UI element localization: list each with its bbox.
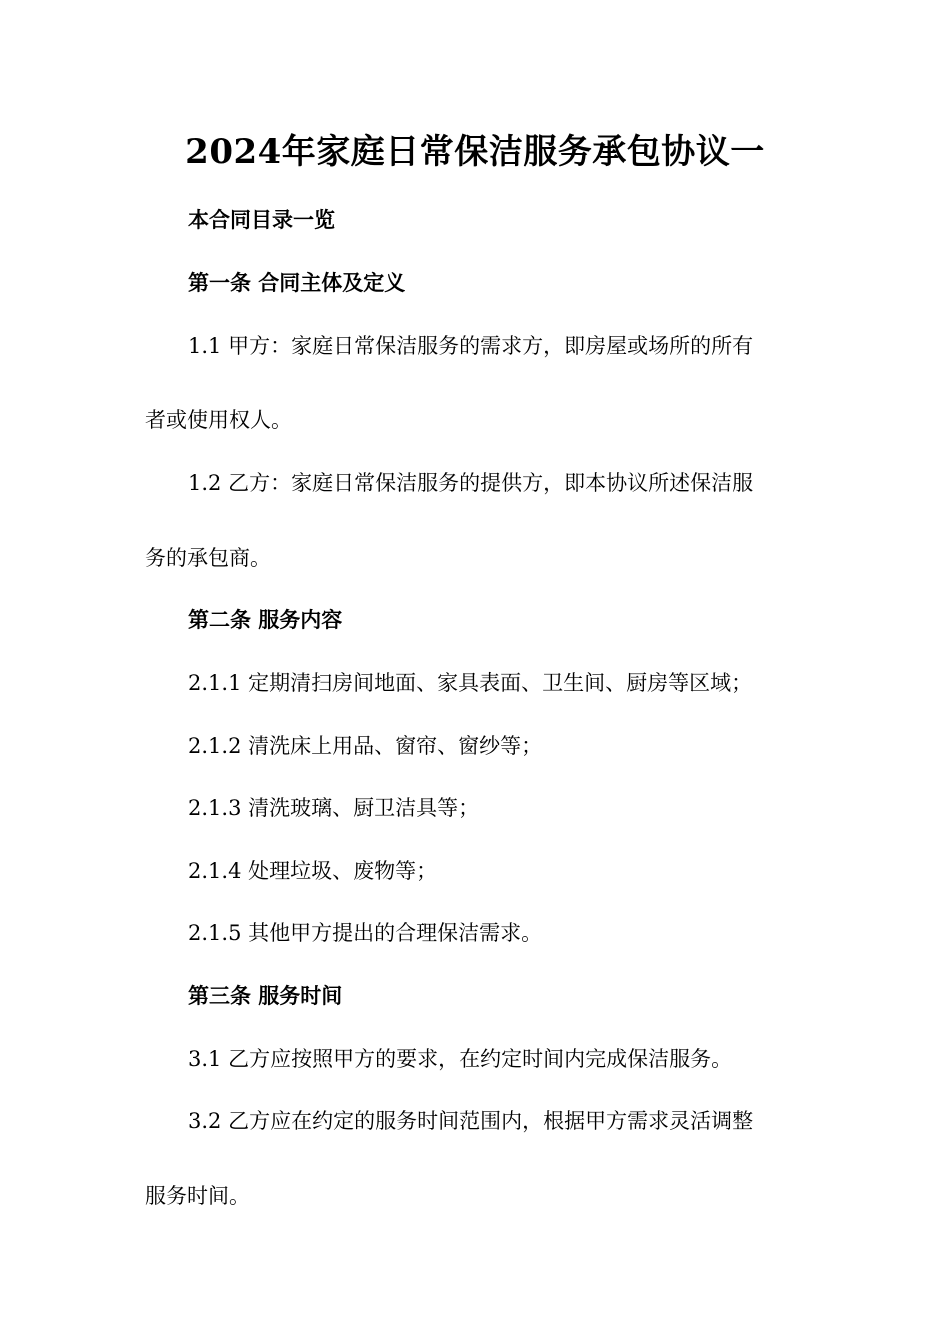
clause-2-1-2: 2.1.2 清洗床上用品、窗帘、窗纱等； [188, 734, 543, 758]
section-2-heading: 第二条 服务内容 [188, 607, 343, 632]
document-title: 2024年家庭日常保洁服务承包协议一 [185, 132, 765, 172]
section-1-heading: 第一条 合同主体及定义 [188, 270, 406, 295]
clause-1-2-line2: 务的承包商。 [145, 546, 271, 570]
clause-2-1-5: 2.1.5 其他甲方提出的合理保洁需求。 [188, 921, 543, 945]
clause-3-1: 3.1 乙方应按照甲方的要求，在约定时间内完成保洁服务。 [188, 1047, 733, 1071]
clause-1-2-line1: 1.2 乙方：家庭日常保洁服务的提供方，即本协议所述保洁服 [188, 471, 754, 495]
clause-2-1-4: 2.1.4 处理垃圾、废物等； [188, 859, 438, 883]
section-3-heading: 第三条 服务时间 [188, 983, 343, 1008]
clause-1-1-line2: 者或使用权人。 [145, 408, 292, 432]
clause-2-1-3: 2.1.3 清洗玻璃、厨卫洁具等； [188, 796, 480, 820]
clause-2-1-1: 2.1.1 定期清扫房间地面、家具表面、卫生间、厨房等区域； [188, 671, 753, 695]
toc-heading: 本合同目录一览 [188, 207, 335, 232]
clause-3-2-line2: 服务时间。 [145, 1184, 250, 1208]
clause-3-2-line1: 3.2 乙方应在约定的服务时间范围内，根据甲方需求灵活调整 [188, 1109, 754, 1133]
clause-1-1-line1: 1.1 甲方：家庭日常保洁服务的需求方，即房屋或场所的所有 [188, 334, 754, 358]
